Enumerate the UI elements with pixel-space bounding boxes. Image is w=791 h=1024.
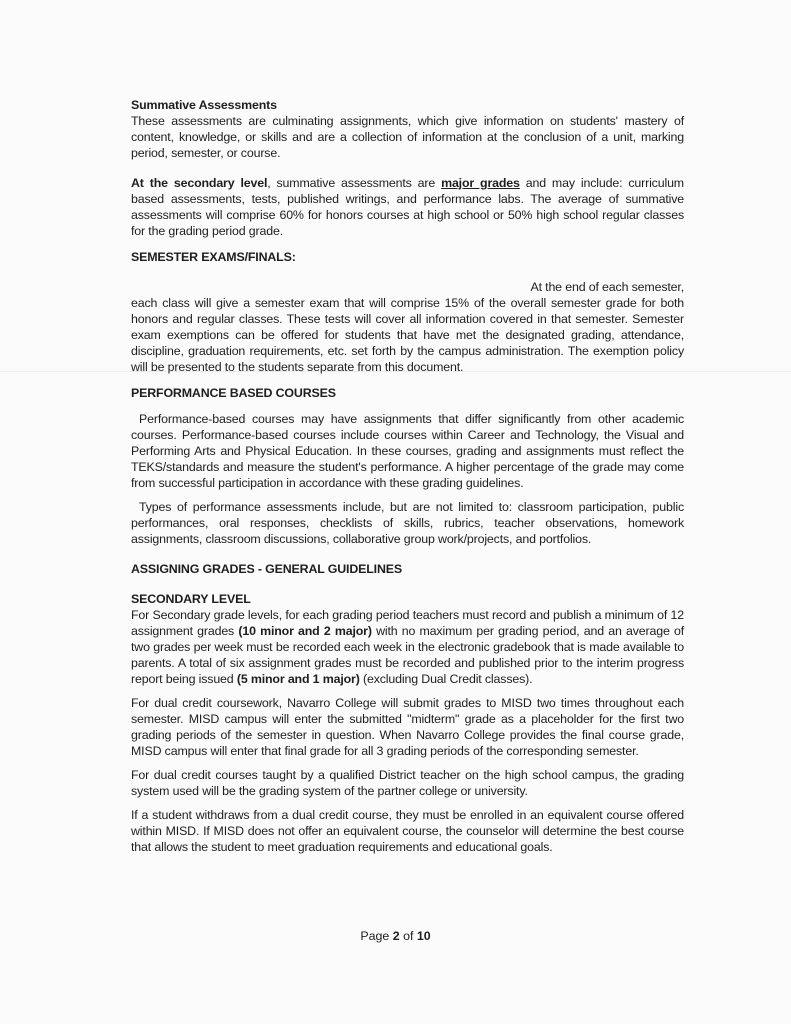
summative-heading: Summative Assessments xyxy=(131,98,277,112)
guidelines-paragraph-4: If a student withdraws from a dual credit course, they must be enrolled in an equivalent course offered within MISD. If MISD does not offer an equivalent course, the counselor will determine the best course that allows the student to meet graduation requirements and educational goals. xyxy=(131,808,684,854)
guidelines-paragraph-3: For dual credit courses taught by a qualified District teacher on the high school campus, the grading system used will be the grading system of the partner college or university. xyxy=(131,768,684,798)
footer-of-label: of xyxy=(403,929,414,943)
guidelines-heading: ASSIGNING GRADES - GENERAL GUIDELINES xyxy=(131,562,402,576)
guidelines-p1-major-minor: (10 minor and 2 major) xyxy=(238,624,372,638)
major-grades-term: major grades xyxy=(441,176,520,190)
secondary-level-rest: and may include: curriculum based assessments, tests, published writings, and performance labs. The average of summative assessments will comprise 60% for honors courses at high school or 50% high school regular classes for the grading period grade. xyxy=(131,176,684,238)
performance-heading: PERFORMANCE BASED COURSES xyxy=(131,386,336,400)
guidelines-paragraph-1 xyxy=(131,607,684,687)
summative-paragraph: These assessments are culminating assignments, which give information on students' mastery of content, knowledge, or skills and are a collection of information at the conclusion of a unit, marking period, semester, or course. xyxy=(131,114,684,160)
performance-paragraph-2: Types of performance assessments include, but are not limited to: classroom participation, public performances, oral responses, checklists of skills, rubrics, teacher observations, homework assignments, classroom discussions, collaborative group work/projects, and portfolios. xyxy=(131,500,684,546)
secondary-level-subheading: SECONDARY LEVEL xyxy=(131,592,251,606)
guidelines-p1-e: (excluding Dual Credit classes). xyxy=(359,672,533,686)
footer-page-label: Page xyxy=(360,929,390,943)
guidelines-p1-c: with no maximum per grading period, and an average of two grades per week must be recorded each week in the electronic gradebook that is made available to parents. A total of six assignment grades must be recorded and published prior to the interim progress report being issued xyxy=(131,624,684,686)
page-footer xyxy=(0,929,791,943)
page-content xyxy=(131,97,684,855)
semester-exams-paragraph: each class will give a semester exam that will comprise 15% of the overall semester grade for both honors and regular classes. These tests will cover all information covered in that semester. Semester exam exemptions can be offered for students that have met the designated grading, attendance, discipline, graduation requirements, etc. set forth by the campus administration. The exemption policy will be presented to the students separate from this document. xyxy=(131,296,684,374)
guidelines-p1-a: For Secondary grade levels, for each grading period teachers must record and publish a minimum of 12 assignment grades xyxy=(131,608,684,638)
footer-page-number: 2 xyxy=(392,929,400,943)
secondary-level-mid: , summative assessments are xyxy=(267,176,442,190)
semester-exams-first-line: At the end of each semester, xyxy=(530,280,684,294)
footer-page-total: 10 xyxy=(416,929,431,943)
guidelines-p1-interim: (5 minor and 1 major) xyxy=(236,672,360,686)
guidelines-paragraph-2: For dual credit coursework, Navarro College will submit grades to MISD two times throughout each semester. MISD campus will enter the submitted "midterm" grade as a placeholder for the first two grading periods of the semester in question. When Navarro College provides the final course grade, MISD campus will enter that final grade for all 3 grading periods of the corresponding semester. xyxy=(131,696,684,758)
secondary-level-lead: At the secondary level xyxy=(131,176,268,190)
semester-exams-heading: SEMESTER EXAMS/FINALS: xyxy=(131,250,296,264)
performance-paragraph-1: Performance-based courses may have assignments that differ significantly from other academic courses. Performance-based courses include courses within Career and Technology, the Visual and Performing Arts and Physical Education. In these courses, grading and assignments must reflect the TEKS/standards and measure the student's performance. A higher percentage of the grade may come from successful participation in accordance with these grading guidelines. xyxy=(131,412,684,490)
secondary-level-paragraph xyxy=(131,175,684,239)
